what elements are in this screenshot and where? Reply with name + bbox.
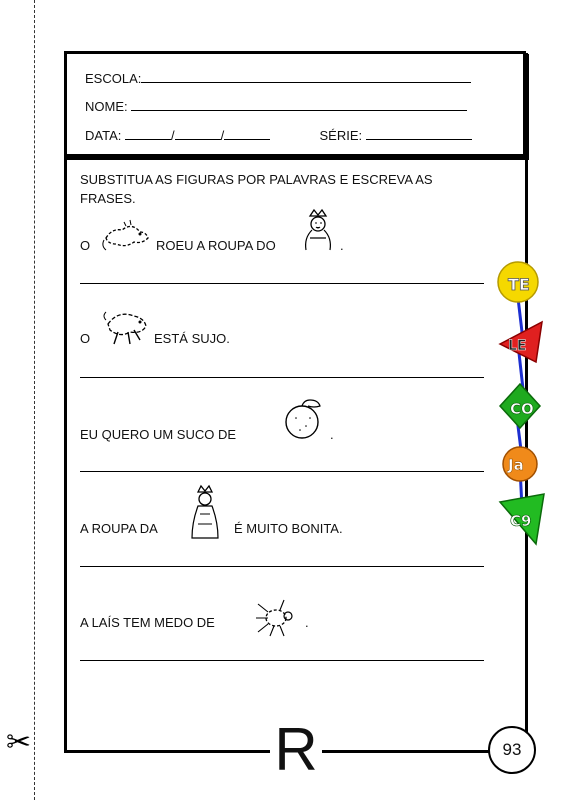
sentence-5: A LAÍS TEM MEDO DE [80, 615, 215, 630]
logo-letter-5: C9 [510, 512, 532, 530]
rat-picture [100, 306, 152, 350]
grade-label: SÉRIE: [319, 128, 363, 143]
answer-line-5[interactable] [80, 660, 484, 661]
sentence-4: A ROUPA DA [80, 521, 158, 536]
logo-letter-4: Ja [508, 456, 524, 474]
logo-letter-2: LE [508, 338, 527, 354]
section-letter: R [274, 716, 318, 783]
name-row [85, 98, 467, 114]
school-row [85, 70, 471, 86]
bottom-border-right [322, 750, 490, 753]
sentence-2-end: ESTÁ SUJO. [154, 331, 230, 346]
date-separator: / [170, 128, 175, 143]
student-info-box [64, 51, 526, 157]
date-label: DATA: [85, 128, 122, 143]
cut-line [34, 0, 35, 800]
answer-line-1[interactable] [80, 283, 484, 284]
sentence-5-end: . [305, 615, 309, 630]
sentence-1-middle: ROEU A ROUPA DO [156, 238, 276, 253]
instruction-text: SUBSTITUA AS FIGURAS POR PALAVRAS E ESCREVA AS FRASES. [80, 172, 433, 206]
grade-field[interactable] [366, 127, 472, 140]
sentence-3: EU QUERO UM SUCO DE [80, 427, 237, 442]
sentence-1-end: . [340, 238, 344, 253]
name-label: NOME: [85, 99, 128, 114]
date-month-field[interactable] [175, 127, 221, 140]
teleco-logo [496, 258, 550, 548]
date-year-field[interactable] [224, 127, 270, 140]
king-picture [298, 208, 338, 252]
date-row [85, 127, 472, 143]
bottom-border-left [64, 750, 270, 753]
page-number-tab [488, 726, 536, 774]
queen-picture [188, 484, 222, 540]
name-field[interactable] [131, 98, 467, 111]
spider-picture [252, 598, 302, 638]
date-day-field[interactable] [125, 127, 171, 140]
orange-picture [280, 398, 328, 440]
sentence-text: O [80, 238, 91, 253]
answer-line-3[interactable] [80, 471, 484, 472]
school-field[interactable] [141, 70, 471, 83]
answer-line-4[interactable] [80, 566, 484, 567]
page-number: 93 [502, 740, 522, 759]
sentence-1 [80, 238, 90, 253]
sentence-4-end: É MUITO BONITA. [234, 521, 343, 536]
school-label: ESCOLA: [85, 71, 142, 86]
logo-letter-3: CO [510, 400, 534, 418]
sentence-2: O [80, 331, 91, 346]
scissors-icon: ✂ [6, 725, 32, 760]
answer-line-2[interactable] [80, 377, 484, 378]
logo-letter-1: TE [508, 275, 530, 294]
sentence-3-end: . [330, 427, 334, 442]
date-separator: / [220, 128, 225, 143]
rat-picture [100, 218, 152, 252]
